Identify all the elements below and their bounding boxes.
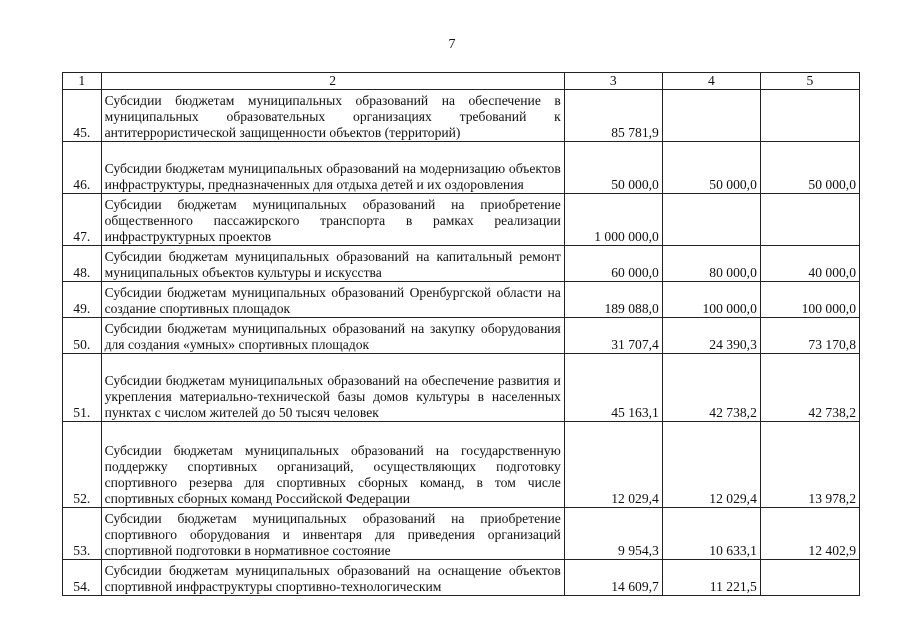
row-description: Субсидии бюджетам муниципальных образований на государственную поддержку спортивных организаций, осуществляющих подготовку спортивного резерва для спортивных сборных команд, в том числе спортивных сборных команд Российской Федерации (101, 422, 564, 508)
row-value-5: 100 000,0 (760, 282, 859, 318)
row-number: 46. (63, 142, 102, 194)
row-value-4 (662, 90, 760, 142)
row-description: Субсидии бюджетам муниципальных образований на оснащение объектов спортивной инфраструктуры спортивно-технологическим (101, 560, 564, 596)
row-value-4: 11 221,5 (662, 560, 760, 596)
column-header-5: 5 (760, 73, 859, 90)
row-number: 48. (63, 246, 102, 282)
page-number: 7 (448, 37, 456, 52)
row-value-4: 12 029,4 (662, 422, 760, 508)
row-number: 47. (63, 194, 102, 246)
table-row (63, 194, 860, 246)
column-header-3: 3 (564, 73, 662, 90)
row-value-5: 73 170,8 (760, 318, 859, 354)
row-number: 51. (63, 354, 102, 422)
table-row (63, 282, 860, 318)
row-value-3: 31 707,4 (564, 318, 662, 354)
row-description: Субсидии бюджетам муниципальных образований на капитальный ремонт муниципальных объектов культуры и искусства (101, 246, 564, 282)
row-value-3: 189 088,0 (564, 282, 662, 318)
row-value-3: 1 000 000,0 (564, 194, 662, 246)
row-value-3: 12 029,4 (564, 422, 662, 508)
row-number: 53. (63, 508, 102, 560)
table-row (63, 318, 860, 354)
row-description: Субсидии бюджетам муниципальных образований на модернизацию объектов инфраструктуры, предназначенных для отдыха детей и их оздоровления (101, 142, 564, 194)
row-value-3: 45 163,1 (564, 354, 662, 422)
row-value-3: 60 000,0 (564, 246, 662, 282)
table-row (63, 508, 860, 560)
row-value-3: 85 781,9 (564, 90, 662, 142)
row-number: 49. (63, 282, 102, 318)
table-row (63, 246, 860, 282)
row-value-5: 40 000,0 (760, 246, 859, 282)
table-row (63, 560, 860, 596)
row-number: 50. (63, 318, 102, 354)
column-header-2: 2 (101, 73, 564, 90)
row-value-5: 42 738,2 (760, 354, 859, 422)
row-number: 54. (63, 560, 102, 596)
table-header-row (63, 73, 860, 90)
row-value-3: 14 609,7 (564, 560, 662, 596)
row-value-4: 100 000,0 (662, 282, 760, 318)
row-value-5 (760, 560, 859, 596)
row-description: Субсидии бюджетам муниципальных образований на обеспечение развития и укрепления материально-технической базы домов культуры в населенных пунктах с числом жителей до 50 тысяч человек (101, 354, 564, 422)
row-description: Субсидии бюджетам муниципальных образований Оренбургской области на создание спортивных площадок (101, 282, 564, 318)
row-value-4: 42 738,2 (662, 354, 760, 422)
table-row (63, 354, 860, 422)
row-description: Субсидии бюджетам муниципальных образований на закупку оборудования для создания «умных» спортивных площадок (101, 318, 564, 354)
row-number: 52. (63, 422, 102, 508)
row-value-4: 80 000,0 (662, 246, 760, 282)
row-value-4: 50 000,0 (662, 142, 760, 194)
row-description: Субсидии бюджетам муниципальных образований на приобретение общественного пассажирского транспорта в рамках реализации инфраструктурных проектов (101, 194, 564, 246)
table-row (63, 90, 860, 142)
row-description: Субсидии бюджетам муниципальных образований на приобретение спортивного оборудования и инвентаря для приведения организаций спортивной подготовки в нормативное состояние (101, 508, 564, 560)
row-description: Субсидии бюджетам муниципальных образований на обеспечение в муниципальных образовательных организациях требований к антитеррористической защищенности объектов (территорий) (101, 90, 564, 142)
row-value-4: 10 633,1 (662, 508, 760, 560)
row-value-5: 13 978,2 (760, 422, 859, 508)
table-row (63, 422, 860, 508)
row-value-5 (760, 194, 859, 246)
row-number: 45. (63, 90, 102, 142)
row-value-5: 50 000,0 (760, 142, 859, 194)
row-value-3: 9 954,3 (564, 508, 662, 560)
column-header-4: 4 (662, 73, 760, 90)
column-header-1: 1 (63, 73, 102, 90)
row-value-5: 12 402,9 (760, 508, 859, 560)
row-value-3: 50 000,0 (564, 142, 662, 194)
subsidies-table (62, 72, 860, 596)
row-value-4 (662, 194, 760, 246)
row-value-5 (760, 90, 859, 142)
row-value-4: 24 390,3 (662, 318, 760, 354)
table-row (63, 142, 860, 194)
